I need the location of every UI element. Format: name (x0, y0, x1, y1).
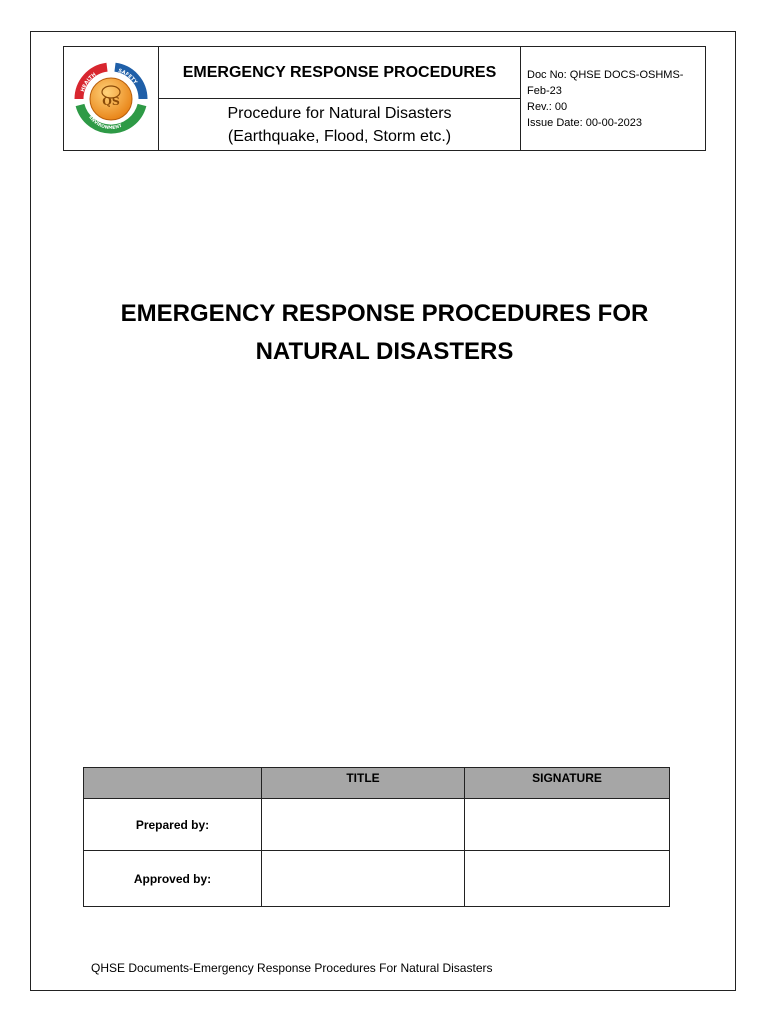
header-subtitle-line1: Procedure for Natural Disasters (227, 104, 452, 122)
header-title: EMERGENCY RESPONSE PROCEDURES (159, 47, 521, 99)
logo-environment-text: ENVIRONMENT (87, 114, 124, 131)
document-info (521, 47, 705, 150)
page-title (63, 295, 706, 371)
doc-number-line1: Doc No: QHSE DOCS-OSHMS- (527, 69, 684, 81)
signature-table (83, 767, 670, 907)
table-row-approved (84, 851, 670, 907)
logo-safety-text: SAFETY (117, 67, 139, 85)
logo-cell (64, 47, 159, 150)
issue-date: Issue Date: 00-00-2023 (527, 117, 642, 129)
approved-by-title-cell (262, 851, 465, 907)
header-subtitle-line2: (Earthquake, Flood, Storm etc.) (227, 127, 452, 145)
prepared-by-label: Prepared by: (84, 799, 262, 851)
page-title-line2: NATURAL DISASTERS (255, 338, 514, 365)
doc-number-line2: Feb-23 (527, 85, 562, 97)
prepared-by-signature-cell (465, 799, 670, 851)
header-signature-cell: SIGNATURE (465, 768, 670, 799)
header-subtitle (159, 99, 521, 150)
page-footer: QHSE Documents-Emergency Response Procedures For Natural Disasters (91, 961, 493, 975)
header-blank-cell (84, 768, 262, 799)
document-header (63, 46, 706, 151)
hse-logo (71, 59, 151, 139)
svg-text:QS: QS (102, 94, 120, 108)
prepared-by-title-cell (262, 799, 465, 851)
header-title-cell: TITLE (262, 768, 465, 799)
logo-health-text: HEALTH (80, 71, 98, 93)
approved-by-signature-cell (465, 851, 670, 907)
page-title-line1: EMERGENCY RESPONSE PROCEDURES FOR (120, 300, 649, 327)
approved-by-label: Approved by: (84, 851, 262, 907)
signature-table-header (84, 768, 670, 799)
table-row-prepared (84, 799, 670, 851)
revision: Rev.: 00 (527, 101, 568, 113)
